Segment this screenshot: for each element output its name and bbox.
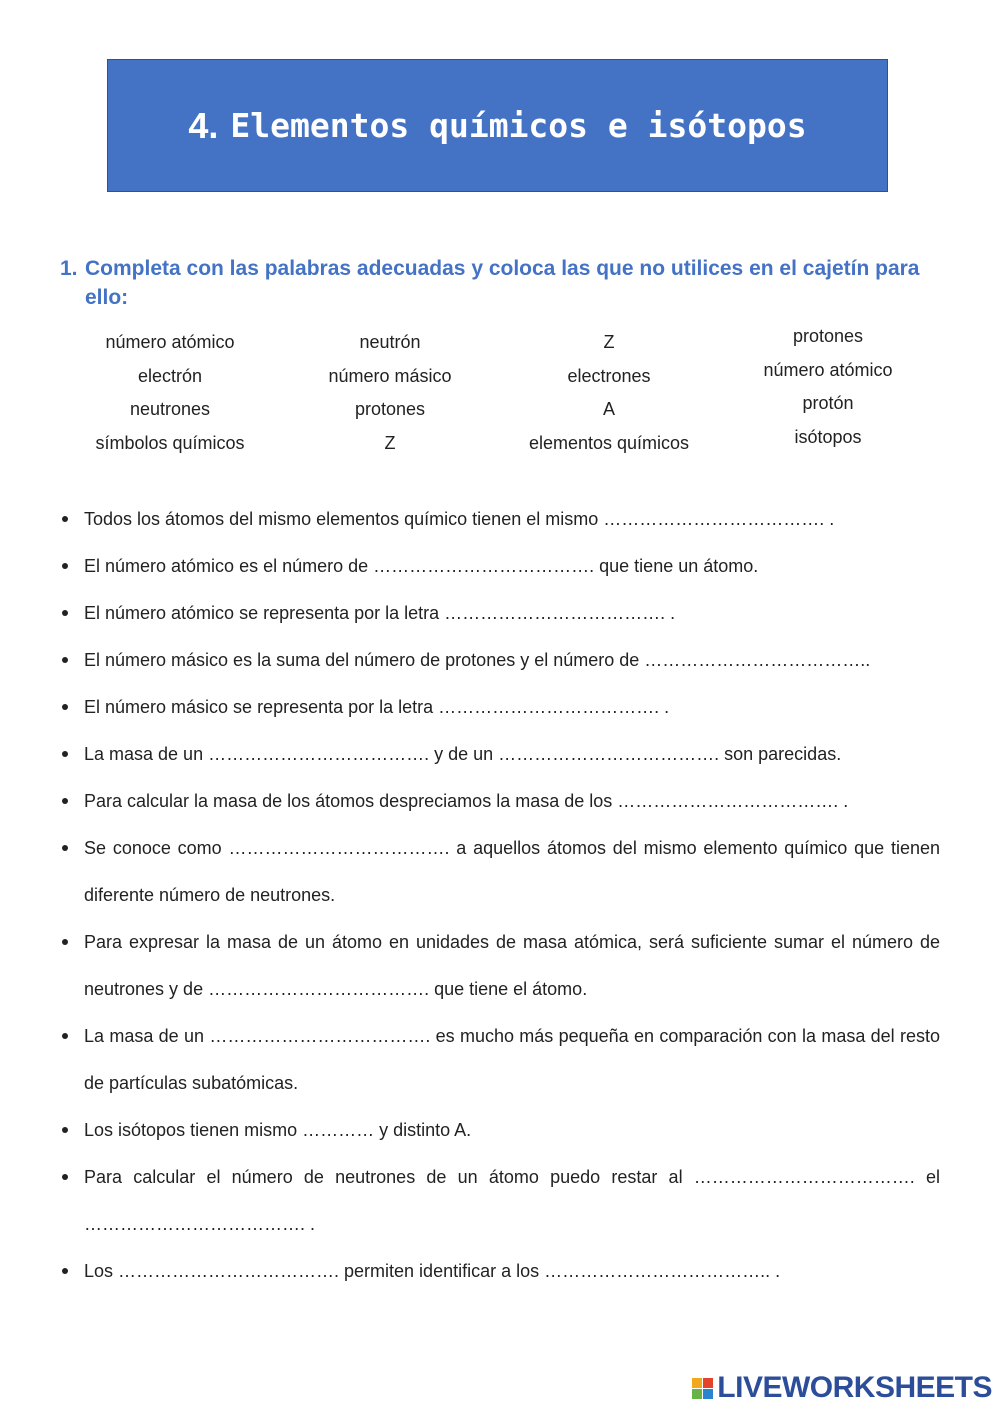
question-heading <box>60 254 920 312</box>
question-text: Completa con las palabras adecuadas y coloca las que no utilices en el cajetín para ello: <box>85 257 920 309</box>
list-item: Se conoce como ………………………………. a aquellos átomos del mismo elemento químico que tienen diferente número de neutrones. <box>60 825 940 919</box>
list-item: El número atómico es el número de ………………………………. que tiene un átomo. <box>60 543 940 590</box>
word-bank-item[interactable]: número atómico <box>763 359 893 380</box>
list-item: Para calcular la masa de los átomos despreciamos la masa de los ………………………………. . <box>60 778 940 825</box>
liveworksheets-logo <box>692 1371 992 1405</box>
word-bank-item[interactable]: neutrones <box>129 399 211 420</box>
list-item: El número másico es la suma del número de protones y el número de ……………………………….. <box>60 637 940 684</box>
list-item: El número másico se representa por la letra ………………………………. . <box>60 684 940 731</box>
logo-text: LIVEWORKSHEETS <box>717 1371 992 1404</box>
page-title: Elementos químicos e isótopos <box>230 106 807 145</box>
list-item: Para calcular el número de neutrones de un átomo puedo restar al ………………………………. el ………………………………. . <box>60 1154 940 1248</box>
question-number: 1. <box>60 257 78 280</box>
word-bank-column-4 <box>728 320 928 454</box>
word-bank-column-3 <box>499 326 719 460</box>
word-bank-item[interactable]: electrones <box>567 365 651 386</box>
word-bank-item[interactable]: protones <box>792 326 864 346</box>
word-bank-item[interactable]: número másico <box>328 365 452 386</box>
list-item: El número atómico se representa por la letra ………………………………. . <box>60 590 940 637</box>
word-bank-item[interactable]: Z <box>603 332 615 352</box>
word-bank-item[interactable]: elementos químicos <box>528 432 690 453</box>
title-banner <box>107 59 888 192</box>
word-bank-item[interactable]: número atómico <box>105 332 235 352</box>
list-item: Para expresar la masa de un átomo en unidades de masa atómica, será suficiente sumar el número de neutrones y de ………………………………. que tiene el átomo. <box>60 919 940 1013</box>
word-bank-item[interactable]: electrón <box>137 365 203 386</box>
word-bank-item[interactable]: protón <box>802 393 854 414</box>
fill-in-list <box>60 496 940 1295</box>
list-item: La masa de un ………………………………. es mucho más pequeña en comparación con la masa del resto de partículas subatómicas. <box>60 1013 940 1107</box>
word-bank-item[interactable]: neutrón <box>359 332 421 352</box>
word-bank-item[interactable]: A <box>602 399 615 420</box>
word-bank-column-1 <box>70 326 270 460</box>
word-bank-item[interactable]: isótopos <box>794 426 862 447</box>
list-item: La masa de un ………………………………. y de un ………………………………. son parecidas. <box>60 731 940 778</box>
word-bank-item[interactable]: símbolos químicos <box>95 432 245 453</box>
word-bank-column-2 <box>290 326 490 460</box>
word-bank-item[interactable]: protones <box>354 399 426 420</box>
list-item: Los isótopos tienen mismo ………… y distinto A. <box>60 1107 940 1154</box>
list-item: Los ………………………………. permiten identificar a los ……………………………….. . <box>60 1248 940 1295</box>
list-item: Todos los átomos del mismo elementos químico tienen el mismo ………………………………. . <box>60 496 940 543</box>
word-bank-item[interactable]: Z <box>384 432 396 453</box>
section-number: 4. <box>188 104 219 146</box>
logo-icon <box>692 1378 713 1399</box>
